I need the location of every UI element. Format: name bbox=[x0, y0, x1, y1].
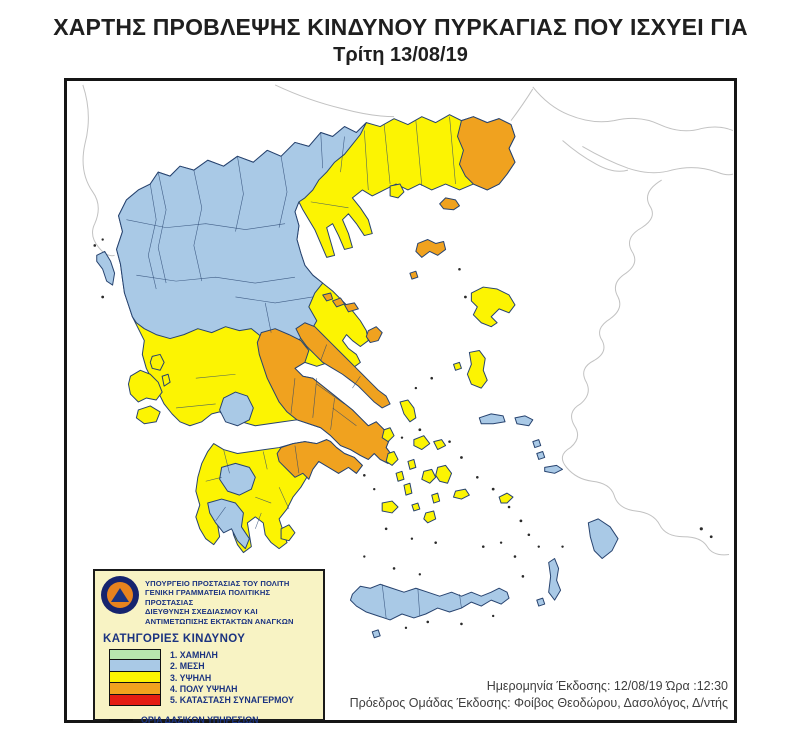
island-lesvos bbox=[471, 287, 515, 327]
island-samothraki bbox=[440, 198, 460, 210]
island-naxos bbox=[436, 465, 452, 483]
legend-label-very-high: 4. ΠΟΛΥ ΥΨΗΛΗ bbox=[170, 683, 238, 694]
island-paros bbox=[422, 469, 436, 483]
legend-label-high: 3. ΥΨΗΛΗ bbox=[170, 672, 212, 683]
legend-item bbox=[109, 683, 317, 694]
island-ios bbox=[432, 493, 440, 503]
island-kythira bbox=[281, 525, 295, 541]
legend-item bbox=[109, 672, 317, 683]
page-title bbox=[0, 12, 801, 68]
map-title: ΧΑΡΤΗΣ ΠΡΟΒΛΕΨΗΣ ΚΙΝΔΥΝΟΥ ΠΥΡΚΑΓΙΑΣ ΠΟΥ ΙΣΧΥΕΙ ΓΙΑ bbox=[53, 14, 748, 40]
issue-date-line: Ημερομηνία Έκδοσης: 12/08/19 Ώρα :12:30 bbox=[486, 679, 728, 693]
legend-swatch-high bbox=[109, 672, 161, 683]
island-folegandros bbox=[412, 503, 420, 511]
legend-rows bbox=[109, 649, 317, 706]
island-zakynthos bbox=[136, 406, 160, 424]
agency-line-3: ΔΙΕΥΘΥΝΣΗ ΣΧΕΔΙΑΣΜΟΥ ΚΑΙ bbox=[145, 607, 258, 617]
boundary-line-icon bbox=[109, 719, 133, 721]
legend-item bbox=[109, 695, 317, 706]
island-rhodes bbox=[588, 519, 618, 559]
island-karpathos bbox=[549, 559, 561, 601]
island-agios-efstratios bbox=[410, 271, 418, 279]
region-sw-sterea-medium bbox=[220, 392, 254, 426]
island-serifos bbox=[396, 471, 404, 481]
island-sifnos bbox=[404, 483, 412, 495]
issue-info bbox=[350, 678, 728, 712]
island-kalymnos bbox=[537, 452, 545, 460]
map-date: Τρίτη 13/08/19 bbox=[333, 44, 468, 66]
civil-protection-logo-icon bbox=[101, 576, 139, 614]
island-chios bbox=[467, 350, 487, 388]
island-andros bbox=[400, 400, 416, 422]
legend-swatch-low bbox=[109, 649, 161, 660]
island-mykonos bbox=[434, 440, 446, 450]
legend-item bbox=[109, 649, 317, 660]
island-astypalaia bbox=[499, 493, 513, 503]
island-kos bbox=[545, 465, 563, 473]
legend-header bbox=[101, 576, 317, 626]
legend-title: ΚΑΤΗΓΟΡΙΕΣ ΚΙΝΔΥΝΟΥ bbox=[103, 633, 246, 646]
map-frame bbox=[64, 78, 737, 723]
island-ikaria bbox=[479, 414, 505, 424]
legend-swatch-medium bbox=[109, 660, 161, 671]
island-gavdos bbox=[372, 630, 380, 638]
agency-line-4: ΑΝΤΙΜΕΤΩΠΙΣΗΣ ΕΚΤΑΚΤΩΝ ΑΝΑΓΚΩΝ bbox=[145, 616, 294, 626]
island-limnos bbox=[416, 240, 446, 258]
island-syros bbox=[408, 459, 416, 469]
agency-line-2: ΓΕΝΙΚΗ ΓΡΑΜΜΑΤΕΙΑ ΠΟΛΙΤΙΚΗΣ ΠΡΟΣΤΑΣΙΑΣ bbox=[145, 588, 271, 607]
island-samos bbox=[515, 416, 533, 426]
island-kasos bbox=[537, 598, 545, 606]
agency-line-1: ΥΠΟΥΡΓΕΙΟ ΠΡΟΣΤΑΣΙΑΣ ΤΟΥ ΠΟΛΙΤΗ bbox=[145, 579, 290, 588]
island-amorgos bbox=[454, 489, 470, 499]
island-milos bbox=[382, 501, 398, 513]
legend-label-low: 1. ΧΑΜΗΛΗ bbox=[170, 649, 218, 660]
forest-boundary-key bbox=[109, 715, 317, 725]
island-crete bbox=[350, 584, 509, 620]
island-tinos bbox=[414, 436, 430, 450]
issue-team-line: Πρόεδρος Ομάδας Έκδοσης: Φοίβος Θεοδώρου, Δασολόγος, Δ/ντής bbox=[349, 696, 728, 710]
legend-label-medium: 2. ΜΕΣΗ bbox=[170, 661, 205, 672]
island-skyros bbox=[366, 327, 382, 343]
legend-item bbox=[109, 660, 317, 671]
legend-swatch-very-high bbox=[109, 683, 161, 694]
island-santorini bbox=[424, 511, 436, 523]
agency-name bbox=[145, 576, 317, 626]
island-corfu bbox=[97, 251, 115, 285]
island-leros bbox=[533, 440, 541, 448]
legend-label-alarm: 5. ΚΑΤΑΣΤΑΣΗ ΣΥΝΑΓΕΡΜΟΥ bbox=[170, 695, 294, 706]
legend-swatch-alarm bbox=[109, 695, 161, 706]
boundary-label: ΟΡΙΑ ΔΑΣΙΚΩΝ ΥΠΗΡΕΣΙΩΝ bbox=[141, 714, 259, 725]
legend bbox=[93, 569, 325, 725]
island-psara bbox=[454, 362, 462, 370]
